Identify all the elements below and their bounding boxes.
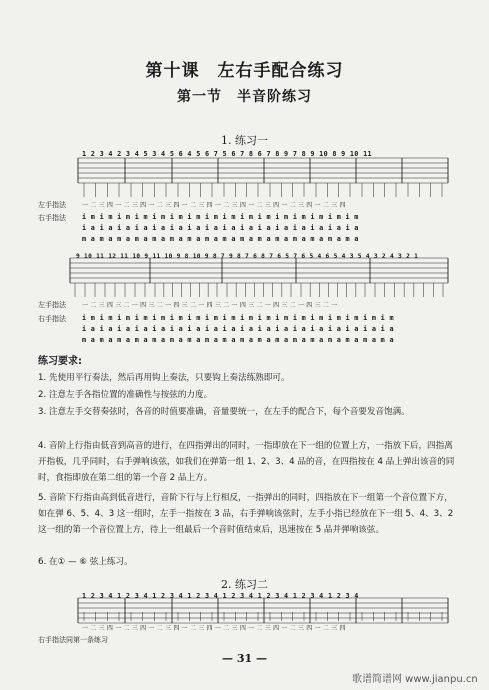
right-fingers-row1c: m a m a m a m a m a m a m a m a m a m a m a m a m a m a m a m a xyxy=(82,235,359,243)
left-hand-label-2: 左手指法 xyxy=(38,301,66,309)
requirement-2: 2. 注意左手各指位置的准确性与按弦的力度。 xyxy=(38,390,213,400)
fret-numbers-row1: 1 2 3 4 2 3 4 5 3 4 5 6 4 5 6 7 5 6 7 8 6 7 8 9 7 8 9 10 8 9 10 11 xyxy=(82,150,372,158)
exercise2-footnote: 右手指法同第一条练习 xyxy=(38,636,108,644)
section-title: 第一节 半音阶练习 xyxy=(177,89,312,105)
requirement-5: 5. 音阶下行指由高到低音进行，音阶下行与上行相反，一指弹出的同时，四指放在下一组第一个音位置下方，如在弹 6、5、4、3 这一组时，左手一指按在 3 品，右手弹响该弦时，左手小指已经放在下一组 5、4、3、2 这一组的第一个音位置上方，待上一组最后一个音时值结束后，迅速按在 5 品并弹响该弦。 xyxy=(38,493,454,535)
requirement-3: 3. 注意左手交替奏弦时，各音的时值要准确，音量要统一，在左手的配合下，每个音要发音饱满。 xyxy=(38,407,410,417)
left-fingers-row2: 一 二 三 四 三 二 一 四 三 二 一 四 三 二 一 四 三 二 一 四 三 二 一 四 三 二 一 四 三 二 一 xyxy=(82,302,338,309)
watermark: 歌谱简谱网 www.jianpu.cn xyxy=(352,674,478,685)
exercise2-title: 2. 练习二 xyxy=(221,578,268,591)
tab-staff-3 xyxy=(78,598,448,623)
page-number: — 31 — xyxy=(222,652,267,665)
requirement-4: 4. 音阶上行指由低音到高音的进行，在四指弹出的同时，一指即放在下一组的位置上方，一指放下后，四指离开指板，几乎同时，右手弹响该弦，如我们在弹第一组 1、2、3、4 品的音，在四指按在 4 品上弹出该音的同时，食指即放在第二组的第一个音 2 品上方。 xyxy=(38,441,455,483)
lesson-title: 第十课 左右手配合练习 xyxy=(145,61,344,81)
left-fingers-row1: 一 二 三 四 一 二 三 四 一 二 三 四 一 二 三 四 一 二 三 四 一 二 三 四 一 二 三 四 一 二 三 四 xyxy=(82,202,346,209)
left-fingers-ex2: 一 二 三 四 一 二 三 四 一 二 三 四 一 二 三 四 一 二 三 四 一 二 三 四 一 二 三 四 一 二 三 四 xyxy=(82,625,346,632)
right-hand-label-1: 右手指法 xyxy=(38,214,66,222)
right-fingers-row2b: i a i a i a i a i a i a i a i a i a i a i a i a i a i a i a i a i a i a xyxy=(82,325,394,333)
fret-numbers-row2: 9 10 11 12 11 10 9 11 10 9 8 10 9 8 7 9 8 7 6 8 7 6 5 7 6 5 4 6 5 4 3 5 4 3 2 4 3 2 1 xyxy=(76,253,419,260)
exercise1-title: 1. 练习一 xyxy=(221,134,268,147)
fret-numbers-ex2: 1 2 3 4 1 2 3 4 1 2 3 4 1 2 3 4 1 2 3 4 1 2 3 4 1 2 3 4 1 2 3 4 xyxy=(82,592,359,600)
requirements-title: 练习要求: xyxy=(38,356,82,367)
right-fingers-row2c: m a m a m a m a m a m a m a m a m a m a m a m a m a m a m a m a m a m a xyxy=(82,336,394,344)
right-fingers-row1b: i a i a i a i a i a i a i a i a i a i a i a i a i a i a i a i a xyxy=(82,224,359,232)
right-hand-label-2: 右手指法 xyxy=(38,315,66,323)
right-fingers-row2a: i m i m i m i m i m i m i m i m i m i m i m i m i m i m i m i m i m i m xyxy=(82,314,394,322)
requirement-6: 6. 在① — ⑥ 弦上练习。 xyxy=(38,557,133,567)
left-hand-label-1: 左手指法 xyxy=(38,201,66,209)
requirement-1: 1. 先使用平行奏法，然后再用钩上奏法，只要钩上奏法练熟即可。 xyxy=(38,373,290,383)
tab-staff-2 xyxy=(70,258,448,297)
tab-staff-1 xyxy=(78,158,448,197)
right-fingers-row1a: i m i m i m i m i m i m i m i m i m i m i m i m i m i m i m i m xyxy=(82,213,359,221)
